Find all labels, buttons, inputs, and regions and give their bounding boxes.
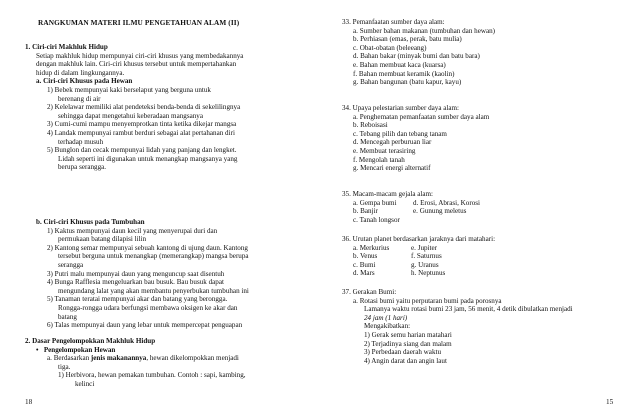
list-item: g. Bahan bangunan (batu kapur, kayu) [353, 78, 462, 87]
list-item: f. Bahan membuat keramik (kaolin) [353, 69, 455, 78]
list-item: h. Neptunus [411, 269, 446, 278]
list-item: b. Perhiasan (emas, perak, batu mulia) [353, 35, 462, 44]
q37: 37. Gerakan Bumi: a. Rotasi bumi yaitu perputaran bumi pada porosnya Lamanya waktu rotasi bumi 23 jam, 56 menit, 4 detik dibulatkan menjadi 24 jam (1 hari) Mengakibatkan: 1) Gerak semu harian matahari 2) Terjadinya siang dan malam 3) Perbedaan daerah waktu 4) Angin darat dan angin laut [342, 288, 622, 365]
list-item: 1) Herbivora, hewan pemakan tumbuhan. Contoh : sapi, kambing, [58, 371, 246, 380]
list-item: 1) Gerak semu harian matahari [364, 330, 452, 339]
list-item: c. Tebang pilih dan tebang tanam [353, 129, 447, 138]
list-item: e. Bahan membuat kaca (kuarsa) [353, 60, 446, 69]
list-item: 2) Kantong semar mempunyai sebuah kantong di ujung daun. Kantong [47, 243, 248, 252]
q33: 33. Pemanfaatan sumber daya alam: a. Sumber bahan makanan (tumbuhan dan hewan) b. Perhiasan (emas, perak, batu mulia) c. Obat-obatan (beleeang) d. Bahan bakar (minyak bumi dan batu bara) e. Bahan membuat kaca (kuarsa) f. Bahan membuat keramik (kaolin) g. Bahan bangunan (batu kapur, kayu) [342, 18, 622, 87]
list-item: a. Sumber bahan makanan (tumbuhan dan hewan) [353, 26, 496, 35]
page-number-left: 18 [25, 398, 33, 406]
section-1-heading: 1. Ciri-ciri Makhluk Hidup [25, 43, 108, 51]
list-item: b. Banjir [353, 207, 378, 216]
document-page: RANGKUMAN MATERI ILMU PENGETAHUAN ALAM (II) 1. Ciri-ciri Makhluk Hidup Setiap makhluk hidup mempunyai ciri-ciri khusus yang membedakannya dengan makhluk lain. Ciri-ciri khusus tersebut untuk mempertahankan hidup di dalam lingkungannya. a. Ciri-ciri Khusus pada Hewan 1) Bebek mempunyai kaki berselaput yang berguna untuk berenang di air 2) Kelelawar memiliki alat pendeteksi benda-benda di sekelilingnya sehingga dapat mengetahui keberadaan mangsanya 3) Cumi-cumi mampu menyemprotkan tinta ketika dikejar mangsa 4) Landak mempunyai rambut berduri sebagai alat pertahanan diri terhadap musuh 5) Bunglon dan cecak mempunyai lidah yang panjang dan lengket. Lidah seperti ini digunakan untuk menangkap mangsanya yang berupa serangga. b. Ciri-ciri Khusus pada Tumbuhan 1) Kaktus mempunyai daun kecil yang menyerupai duri dan permukaan batang dilapisi lilin 2) Kantong semar mempunyai sebuah kantong di ujung daun. Kantong tersebut berguna untuk menangkap (memerangkap) mangsa berupa serangga 3) Putri malu mempunyai daun yang menguncup saat disentuh 4) Bunga Rafflesia mengeluarkan bau busuk. Bau busuk dapat mengundang lalat yang akan membantu penyerbukan tumbuhan ini 5) Tanaman teratai mempunyai akar dan batang yang berongga. Rongga-rongga udara berfungsi membawa oksigen ke akar dan batang 6) Talas mempunyai daun yang lebar untuk mempercepat penguapan 2. Dasar Pengelompokkan Makhluk Hidup • Pengelompokan Hewan a. Berdasarkan jenis makanannya, hewan dikelompokkan menjadi tiga. 1) Herbivora, hewan pemakan tumbuhan. Contoh : sapi, kambing, kelinci 33. Pemanfaatan sumber daya alam: a. Sumber bahan makanan (tumbuhan dan hewan) b. Perhiasan (emas, perak, batu mulia) c. Obat-obatan (beleeang) d. Bahan bakar (minyak bumi dan batu bara) e. Bahan membuat kaca (kuarsa) f. Bahan membuat keramik (kaolin) g. Bahan bangunan (batu kapur, kayu) 34. Upaya pelestarian sumber daya alam: a. Penghematan pemanfaatan sumber daya alam b. Reboisasi c. Tebang pilih dan tebang tanam d. Mencegah perburuan liar e. Membuat terasiring f. Mengolah tanah g. Mencari energi alternatif 35. Macam-macam gejala alam: a. Gempa bumi b. Banjir c. Tanah longsor d. Erosi, Abrasi, Korosi e. Gunung meletus 36. Urutan planet berdasarkan jaraknya dari matahari: a. Merkurius b. Venus c. Bumi d. Mars e. Jupiter f. Saturnus g. Uranus h. Neptunus 37. Gerakan Bumi: a. Rotasi bumi yaitu perputaran bumi pada porosnya Lamanya waktu rotasi bumi 23 jam, 56 menit, 4 detik dibulatkan menjadi 24 jam (1 hari) Mengakibatkan: 1) Gerak semu harian matahari 2) Terjadinya siang dan malam 3) Perbedaan daerah waktu 4) Angin darat dan angin laut 18 15 [0, 0, 638, 416]
animal-traits-list: 1) Bebek mempunyai kaki berselaput yang berguna untuk berenang di air 2) Kelelawar memiliki alat pendeteksi benda-benda di sekelilingnya sehingga dapat mengetahui keberadaan mangsanya 3) Cumi-cumi mampu menyemprotkan tinta ketika dikejar mangsa 4) Landak mempunyai rambut berduri sebagai alat pertahanan diri terhadap musuh 5) Bunglon dan cecak mempunyai lidah yang panjang dan lengket. Lidah seperti ini digunakan untuk menangkap mangsanya yang berupa serangga. [25, 86, 315, 172]
list-item: 3) Perbedaan daerah waktu [364, 348, 442, 357]
list-item: c. Bumi [353, 260, 376, 269]
list-item: e. Jupiter [411, 243, 438, 252]
list-item: 3) Putri malu mempunyai daun yang menguncup saat disentuh [47, 269, 225, 278]
list-item: e. Gunung meletus [413, 207, 467, 216]
page-number-right: 15 [606, 398, 614, 406]
section-1a-heading: a. Ciri-ciri Khusus pada Hewan [36, 77, 133, 86]
bullet-icon: • [36, 345, 39, 354]
list-item: 2) Kelelawar memiliki alat pendeteksi benda-benda di sekelilingnya [47, 103, 241, 112]
list-item: 1) Bebek mempunyai kaki berselaput yang berguna untuk [47, 85, 211, 94]
bullet-item: • Pengelompokan Hewan [36, 345, 116, 354]
list-item: g. Uranus [411, 260, 439, 269]
list-item: a. Gempa bumi [353, 198, 397, 207]
list-item: 4) Landak mempunyai rambut berduri sebagai alat pertahanan diri [47, 128, 235, 137]
q34: 34. Upaya pelestarian sumber daya alam: a. Penghematan pemanfaatan sumber daya alam b. Reboisasi c. Tebang pilih dan tebang tanam d. Mencegah perburuan liar e. Membuat terasiring f. Mengolah tanah g. Mencari energi alternatif [342, 104, 622, 173]
list-item: 5) Bunglon dan cecak mempunyai lidah yang panjang dan lengket. [47, 146, 237, 155]
section-1b-heading: b. Ciri-ciri Khusus pada Tumbuhan [36, 218, 145, 226]
list-item: f. Saturnus [411, 252, 442, 261]
plant-traits-list: 1) Kaktus mempunyai daun kecil yang menyerupai duri dan permukaan batang dilapisi lilin 2) Kantong semar mempunyai sebuah kantong di ujung daun. Kantong tersebut berguna untuk menangkap (memerangkap) mangsa berupa serangga 3) Putri malu mempunyai daun yang menguncup saat disentuh 4) Bunga Rafflesia mengeluarkan bau busuk. Bau busuk dapat mengundang lalat yang akan membantu penyerbukan tumbuhan ini 5) Tanaman teratai mempunyai akar dan batang yang berongga. Rongga-rongga udara berfungsi membawa oksigen ke akar dan batang 6) Talas mempunyai daun yang lebar untuk mempercepat penguapan [25, 227, 315, 330]
list-item: a. Penghematan pemanfaatan sumber daya alam [353, 112, 490, 121]
list-item: c. Tanah longsor [353, 215, 400, 224]
list-item: d. Erosi, Abrasi, Korosi [413, 198, 480, 207]
list-item: 4) Bunga Rafflesia mengeluarkan bau busuk. Bau busuk dapat [47, 278, 224, 287]
list-item: 6) Talas mempunyai daun yang lebar untuk mempercepat penguapan [47, 321, 243, 330]
list-item: d. Mencegah perburuan liar [353, 138, 432, 147]
q36: 36. Urutan planet berdasarkan jaraknya dari matahari: a. Merkurius b. Venus c. Bumi d. Mars e. Jupiter f. Saturnus g. Uranus h. Neptunus [342, 235, 496, 278]
list-item: 2) Terjadinya siang dan malam [364, 339, 452, 348]
list-item: d. Bahan bakar (minyak bumi dan batu bara) [353, 52, 480, 61]
list-item: 5) Tanaman teratai mempunyai akar dan batang yang berongga. [47, 295, 228, 304]
q35: 35. Macam-macam gejala alam: a. Gempa bumi b. Banjir c. Tanah longsor d. Erosi, Abrasi, Korosi e. Gunung meletus [342, 190, 480, 224]
list-item: 1) Kaktus mempunyai daun kecil yang menyerupai duri dan [47, 226, 218, 235]
list-item: c. Obat-obatan (beleeang) [353, 43, 427, 52]
section-2a-line: a. Berdasarkan jenis makanannya, hewan dikelompokkan menjadi [47, 354, 239, 363]
list-item: a. Merkurius [353, 243, 390, 252]
list-item: g. Mencari energi alternatif [353, 164, 431, 173]
list-item: b. Reboisasi [353, 121, 388, 130]
page-title: RANGKUMAN MATERI ILMU PENGETAHUAN ALAM (II) [38, 18, 240, 27]
list-item: 3) Cumi-cumi mampu menyemprotkan tinta ketika dikejar mangsa [47, 120, 237, 129]
section-1-intro: Setiap makhluk hidup mempunyai ciri-ciri khusus yang membedakannya dengan makhluk lain. Ciri-ciri khusus tersebut untuk mempertahankan hidup di dalam lingkungannya. [36, 51, 244, 77]
list-item: e. Membuat terasiring [353, 146, 416, 155]
list-item: d. Mars [353, 269, 375, 278]
list-item: f. Mengolah tanah [353, 155, 405, 164]
list-item: 4) Angin darat dan angin laut [364, 356, 447, 365]
section-2-heading: 2. Dasar Pengelompokkan Makhluk Hidup [25, 337, 156, 345]
list-item: b. Venus [353, 252, 378, 261]
